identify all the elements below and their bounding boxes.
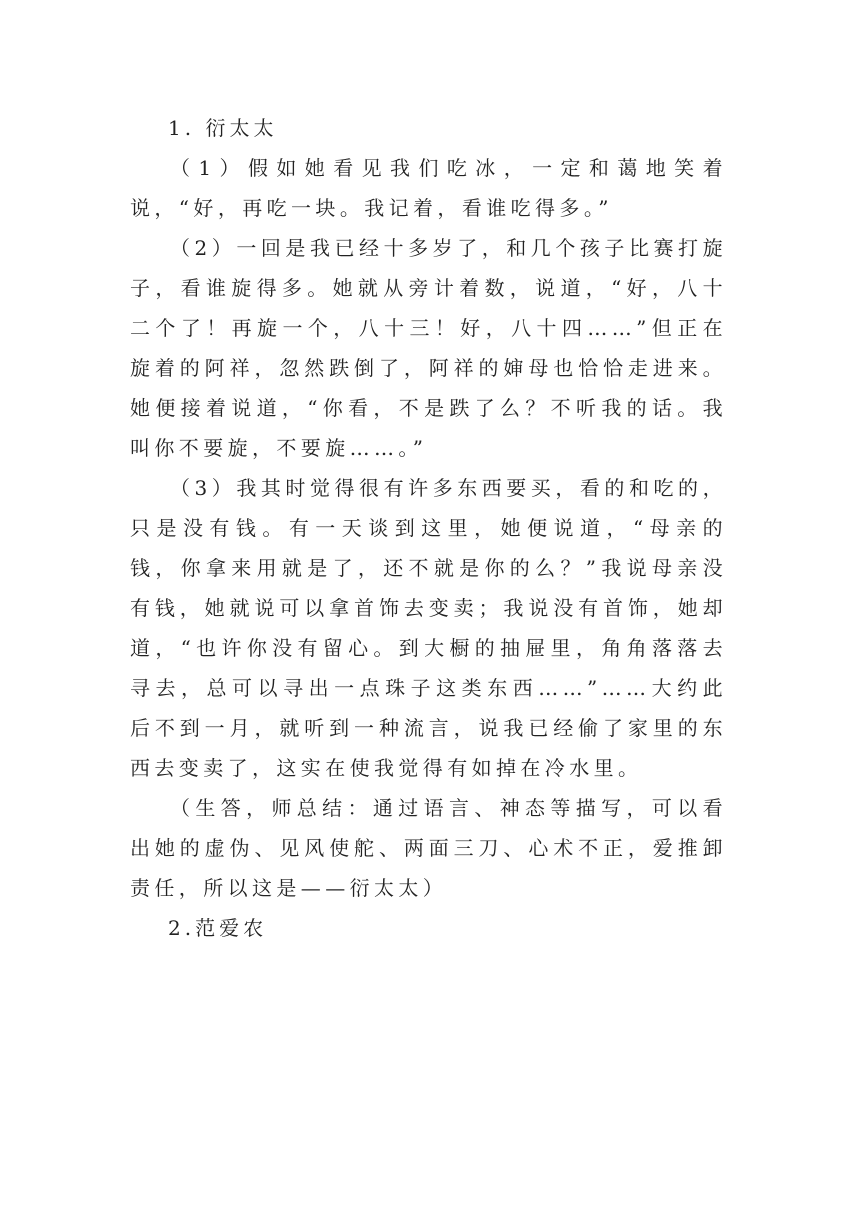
paragraph-2: （2）一回是我已经十多岁了，和几个孩子比赛打旋子，看谁旋得多。她就从旁计着数，说道，“好，八十二个了！再旋一个，八十三！好，八十四……”但正在旋着的阿祥，忽然跌倒了，阿祥的婶母也恰恰走进来。她便接着说道，“你看，不是跌了么？不听我的话。我叫你不要旋，不要旋……。”	[130, 236, 727, 460]
section-heading-2: 2.范爱农	[168, 916, 268, 940]
paragraph-3: （3）我其时觉得很有许多东西要买，看的和吃的，只是没有钱。有一天谈到这里，她便说道，“母亲的钱，你拿来用就是了，还不就是你的么？”我说母亲没有钱，她就说可以拿首饰去变卖；我说没有首饰，她却道，“也许你没有留心。到大橱的抽屉里，角角落落去寻去，总可以寻出一点珠子这类东西……”……大约此后不到一月，就听到一种流言，说我已经偷了家里的东西去变卖了，这实在使我觉得有如掉在冷水里。	[130, 476, 727, 780]
paragraph-1: （1）假如她看见我们吃冰，一定和蔼地笑着说，“好，再吃一块。我记着，看谁吃得多。”	[130, 156, 727, 220]
section-heading-1: 1. 衍太太	[168, 116, 278, 140]
document-body	[130, 108, 727, 948]
paragraph-summary: （生答，师总结：通过语言、神态等描写，可以看出她的虚伪、见风使舵、两面三刀、心术不正，爱推卸责任，所以这是——衍太太）	[130, 796, 727, 900]
